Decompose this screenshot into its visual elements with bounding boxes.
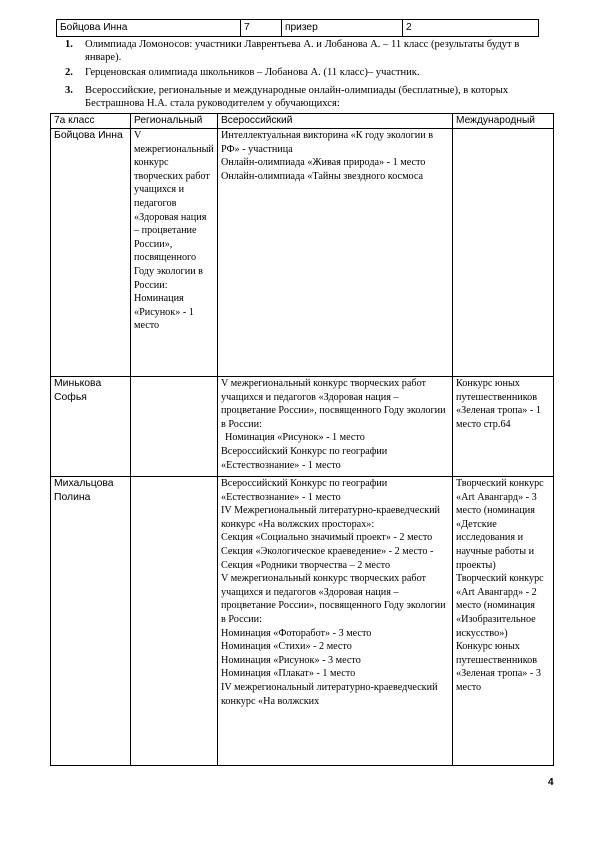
result-entry: V межрегиональный конкурс творческих работ учащихся и педагогов «Здоровая нация – процветание России», посвященного Году экологии в России: Номинация «Рисунок» - 1 место bbox=[134, 130, 214, 332]
result-entry: Секция «Социально значимый проект» - 2 место bbox=[221, 532, 433, 544]
column-header: Региональный bbox=[131, 114, 218, 129]
list-number: 3. bbox=[65, 85, 73, 96]
page-number: 4 bbox=[548, 777, 554, 788]
table-row bbox=[51, 129, 554, 377]
regional-cell bbox=[131, 477, 218, 766]
top-result-table bbox=[56, 19, 539, 37]
table-row bbox=[51, 377, 554, 477]
result-entry: IV Межрегиональный литературно-краеведческий конкурс «На волжских просторах»: bbox=[221, 505, 441, 530]
list-item bbox=[56, 38, 541, 64]
result-entry: Интеллектуальная викторина «К году экологии в РФ» - участница bbox=[221, 130, 434, 155]
result-entry: Номинация «Стихи» - 2 место bbox=[221, 641, 352, 653]
grade-cell: 7 bbox=[241, 20, 282, 37]
list-item bbox=[56, 84, 541, 110]
notes-list bbox=[56, 38, 541, 110]
column-header: Всероссийский bbox=[218, 114, 453, 129]
student-name-cell: Бойцова Инна bbox=[51, 129, 131, 377]
result-entry: Всероссийский Конкурс по географии «Естествознание» - 1 место bbox=[221, 445, 388, 471]
result-entry: Конкурс юных путешественников «Зеленая тропа» - 1 место стр.64 bbox=[456, 378, 541, 430]
result-entry: Конкурс юных путешественников «Зеленая тропа» - 3 место bbox=[456, 641, 541, 693]
list-number: 2. bbox=[65, 67, 73, 78]
status-cell: призер bbox=[282, 20, 403, 37]
international-cell bbox=[453, 477, 554, 766]
place-cell: 2 bbox=[403, 20, 539, 37]
list-text: Всероссийские, региональные и международные онлайн-олимпиады (бесплатные), в которых Бестрашнова Н.А. стала руководителем у обучающихся: bbox=[85, 85, 509, 109]
regional-cell bbox=[131, 129, 218, 377]
list-text: Герценовская олимпиада школьников – Лобанова А. (11 класс)– участник. bbox=[85, 67, 420, 78]
all-russian-cell bbox=[218, 377, 453, 477]
olympiad-results-table bbox=[50, 113, 554, 766]
result-entry: V межрегиональный конкурс творческих работ учащихся и педагогов «Здоровая нация – процветание России», посвященного Году экологии в России: bbox=[221, 378, 446, 430]
international-cell bbox=[453, 129, 554, 377]
result-entry: V межрегиональный конкурс творческих работ учащихся и педагогов «Здоровая нация – процветание России», посвященного Году экологии в России: bbox=[221, 573, 446, 625]
all-russian-cell bbox=[218, 477, 453, 766]
result-entry: Номинация «Плакат» - 1 место bbox=[221, 668, 356, 680]
column-header: Международный bbox=[453, 114, 554, 129]
list-item bbox=[56, 66, 541, 79]
table-row bbox=[51, 477, 554, 766]
result-entry: Творческий конкурс «Art Авангард» - 3 место (номинация «Детские исследования и научные работы и проекты) bbox=[456, 478, 544, 571]
international-cell bbox=[453, 377, 554, 477]
student-name-cell: Минькова Софья bbox=[51, 377, 131, 477]
result-entry: Онлайн-олимпиада «Живая природа» - 1 место bbox=[221, 157, 426, 169]
table-row bbox=[57, 20, 539, 37]
list-number: 1. bbox=[65, 39, 73, 50]
all-russian-cell bbox=[218, 129, 453, 377]
list-text: Олимпиада Ломоносов: участники Лаврентьева А. и Лобанова А. – 11 класс (результаты будут в январе). bbox=[85, 39, 520, 63]
student-name-cell: Бойцова Инна bbox=[57, 20, 241, 37]
regional-cell bbox=[131, 377, 218, 477]
table-header-row bbox=[51, 114, 554, 129]
result-entry: Творческий конкурс «Art Авангард» - 2 место (номинация «Изобразительное искусство») bbox=[456, 573, 544, 639]
result-entry: Онлайн-олимпиада «Тайны звездного космоса bbox=[221, 170, 424, 182]
column-header: 7а класс bbox=[51, 114, 131, 129]
result-entry: IV межрегиональный литературно-краеведческий конкурс «На волжских bbox=[221, 681, 438, 707]
result-entry: Всероссийский Конкурс по географии «Естествознание» - 1 место bbox=[221, 478, 388, 503]
result-entry: Номинация «Рисунок» - 3 место bbox=[221, 654, 361, 666]
result-entry: Секция «Родники творчества – 2 место bbox=[221, 559, 391, 571]
result-entry: Номинация «Рисунок» - 1 место bbox=[225, 432, 365, 444]
result-entry: Секция «Экологическое краеведение» - 2 место - bbox=[221, 545, 434, 557]
student-name-cell: Михальцова Полина bbox=[51, 477, 131, 766]
result-entry: Номинация «Фоторабот» - 3 место bbox=[221, 627, 372, 639]
